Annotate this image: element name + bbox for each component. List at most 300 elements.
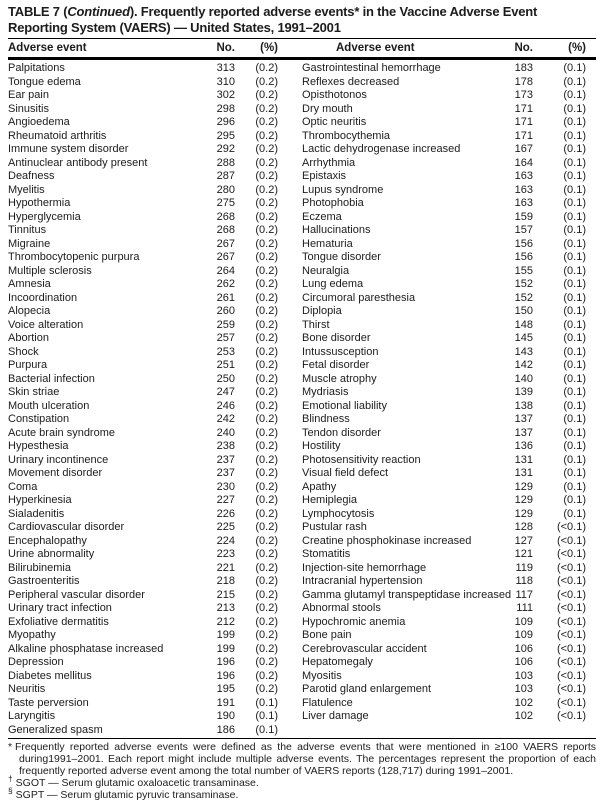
adverse-event-cell: Photosensitivity reaction — [302, 453, 421, 466]
percent-cell: (0.1) — [563, 129, 586, 142]
footnote-sgpt — [8, 785, 596, 801]
percent-cell: (0.2) — [255, 386, 278, 398]
count-cell: 129 — [514, 507, 533, 520]
percent-cell: (0.1) — [563, 467, 586, 479]
column-gap — [278, 103, 302, 117]
column-gap — [278, 292, 302, 306]
adverse-event-cell: Liver damage — [302, 710, 369, 722]
count-cell: 260 — [216, 305, 235, 317]
count-cell: 259 — [216, 318, 235, 331]
percent-cell: (0.2) — [255, 399, 278, 412]
adverse-event-cell: Lactic dehydrogenase increased — [302, 143, 461, 155]
count-cell: 251 — [216, 359, 235, 371]
adverse-event-cell: Bone pain — [302, 629, 352, 641]
column-gap — [278, 521, 302, 535]
column-gap — [278, 265, 302, 279]
title-continued: Continued — [67, 4, 130, 19]
count-cell: 288 — [216, 156, 235, 169]
count-cell: 145 — [514, 332, 533, 344]
adverse-event-cell: Sialadenitis — [8, 507, 65, 520]
adverse-event-cell: Movement disorder — [8, 467, 103, 479]
adverse-event-cell: Sinusitis — [8, 102, 49, 115]
count-cell: 137 — [514, 413, 533, 425]
table-row — [8, 589, 586, 603]
count-cell: 242 — [216, 413, 235, 425]
table-row — [8, 724, 586, 738]
column-gap — [278, 211, 302, 225]
column-gap — [278, 562, 302, 576]
adverse-event-cell: Laryngitis — [8, 710, 56, 722]
count-cell: 150 — [514, 305, 533, 317]
adverse-event-cell: Injection-site hemorrhage — [302, 561, 427, 574]
adverse-event-cell: Alopecia — [8, 305, 51, 317]
percent-cell: (0.2) — [255, 143, 278, 155]
table-row — [8, 562, 586, 576]
footnote-sgpt-text: SGPT — Serum glutamic pyruvic transaminase. — [15, 789, 239, 801]
footnote-definition-text: Frequently reported adverse events were defined as the adverse events that were mentioned in ≥100 VAERS reports during1991–2001. Each report might include multiple adverse events. The percentages represent the proportion of each frequently reported adverse event among the total number of VAERS reports (128,717) during 1991–2001. — [15, 741, 596, 777]
count-cell: 246 — [216, 399, 235, 412]
percent-cell: (0.1) — [563, 480, 586, 493]
percent-cell: (0.2) — [255, 224, 278, 236]
header-rule — [8, 57, 596, 60]
table-row — [8, 224, 586, 238]
count-cell: 102 — [514, 710, 533, 722]
adverse-event-cell: Urinary incontinence — [8, 453, 109, 466]
table-row — [8, 508, 586, 522]
count-cell: 164 — [514, 156, 533, 169]
percent-cell: (<0.1) — [556, 669, 586, 682]
percent-cell: (<0.1) — [556, 548, 586, 560]
adverse-event-cell: Bilirubinemia — [8, 561, 71, 574]
count-cell: 163 — [514, 183, 533, 196]
count-cell: 225 — [216, 521, 235, 533]
adverse-event-cell: Myelitis — [8, 183, 45, 196]
percent-cell: (0.1) — [563, 197, 586, 209]
table-row — [8, 76, 586, 90]
adverse-event-cell: Flatulence — [302, 696, 353, 709]
count-cell: 196 — [216, 656, 235, 668]
column-gap — [278, 400, 302, 414]
percent-cell: (0.1) — [563, 210, 586, 223]
percent-cell: (0.2) — [255, 210, 278, 223]
table-row — [8, 386, 586, 400]
adverse-event-cell: Angioedema — [8, 116, 70, 128]
percent-cell: (0.1) — [563, 453, 586, 466]
count-cell: 190 — [216, 710, 235, 722]
adverse-event-cell: Dry mouth — [302, 102, 353, 115]
column-header-adverse-event-right: Adverse event — [336, 42, 415, 54]
percent-cell: (0.2) — [255, 642, 278, 655]
count-cell: 109 — [514, 615, 533, 628]
column-gap — [278, 373, 302, 387]
column-gap — [278, 89, 302, 103]
adverse-event-cell: Eczema — [302, 210, 342, 223]
adverse-event-cell: Photophobia — [302, 197, 364, 209]
table-row — [8, 319, 586, 333]
count-cell: 155 — [514, 264, 533, 277]
count-cell: 302 — [216, 89, 235, 101]
table-row — [8, 643, 586, 657]
percent-cell: (<0.1) — [556, 710, 586, 722]
percent-cell: (0.2) — [255, 683, 278, 695]
adverse-event-cell: Diabetes mellitus — [8, 669, 92, 682]
count-cell: 267 — [216, 237, 235, 250]
count-cell: 129 — [514, 480, 533, 493]
count-cell: 106 — [514, 656, 533, 668]
table-row — [8, 683, 586, 697]
percent-cell: (0.2) — [255, 534, 278, 547]
percent-cell: (0.1) — [563, 75, 586, 88]
adverse-event-cell: Purpura — [8, 359, 48, 371]
count-cell: 268 — [216, 224, 235, 236]
table-row — [8, 710, 586, 724]
adverse-event-cell: Epistaxis — [302, 170, 347, 182]
percent-cell: (0.2) — [255, 494, 278, 506]
percent-cell: (0.1) — [563, 494, 586, 506]
percent-cell: (0.2) — [255, 305, 278, 317]
percent-cell: (0.1) — [563, 345, 586, 358]
adverse-event-cell: Muscle atrophy — [302, 372, 377, 385]
adverse-event-cell: Urinary tract infection — [8, 602, 112, 614]
adverse-event-cell: Abnormal stools — [302, 602, 381, 614]
adverse-event-cell: Visual field defect — [302, 467, 389, 479]
column-gap — [278, 386, 302, 400]
percent-cell: (<0.1) — [556, 575, 586, 587]
adverse-event-cell: Thrombocytopenic purpura — [8, 251, 140, 263]
percent-cell: (0.2) — [255, 278, 278, 290]
table-row — [8, 305, 586, 319]
count-cell: 139 — [514, 386, 533, 398]
count-cell: 257 — [216, 332, 235, 344]
count-cell: 152 — [514, 291, 533, 304]
table-row — [8, 602, 586, 616]
table-row — [8, 197, 586, 211]
count-cell: 224 — [216, 534, 235, 547]
footnote-definition — [8, 741, 596, 777]
count-cell: 142 — [514, 359, 533, 371]
column-gap — [278, 535, 302, 549]
percent-cell: (0.1) — [563, 426, 586, 439]
adverse-event-cell: Thrombocythemia — [302, 129, 391, 142]
table-row — [8, 103, 586, 117]
percent-cell: (0.1) — [563, 251, 586, 263]
percent-cell: (0.1) — [563, 170, 586, 182]
percent-cell: (0.1) — [563, 291, 586, 304]
table-row — [8, 62, 586, 76]
adverse-event-cell: Tongue edema — [8, 75, 81, 88]
adverse-event-cell: Multiple sclerosis — [8, 264, 92, 277]
adverse-event-cell: Exfoliative dermatitis — [8, 615, 109, 628]
table-row — [8, 494, 586, 508]
column-gap — [278, 251, 302, 265]
percent-cell: (0.2) — [255, 575, 278, 587]
footer-rule — [8, 738, 596, 739]
adverse-event-cell: Mouth ulceration — [8, 399, 90, 412]
adverse-event-cell: Palpitations — [8, 62, 65, 74]
count-cell: 111 — [516, 602, 533, 614]
adverse-event-cell — [302, 724, 492, 738]
count-cell: 195 — [216, 683, 235, 695]
column-header-no-right: No. — [514, 42, 533, 54]
adverse-event-cell: Hepatomegaly — [302, 656, 373, 668]
percent-cell: (0.2) — [255, 62, 278, 74]
percent-cell: (0.1) — [563, 116, 586, 128]
column-header-pct-left: (%) — [260, 42, 278, 54]
adverse-event-cell: Intracranial hypertension — [302, 575, 423, 587]
adverse-event-cell: Cerebrovascular accident — [302, 642, 427, 655]
table-row — [8, 670, 586, 684]
table-row — [8, 400, 586, 414]
percent-cell: (0.2) — [255, 467, 278, 479]
percent-cell: (0.2) — [255, 372, 278, 385]
table-body — [8, 62, 596, 737]
count-cell: 240 — [216, 426, 235, 439]
count-cell: 102 — [514, 696, 533, 709]
adverse-event-cell: Skin striae — [8, 386, 60, 398]
column-gap — [278, 413, 302, 427]
adverse-event-cell: Abortion — [8, 332, 49, 344]
count-cell: 173 — [514, 89, 533, 101]
percent-cell: (0.2) — [255, 548, 278, 560]
count-cell: 152 — [514, 278, 533, 290]
count-cell: 296 — [216, 116, 235, 128]
adverse-event-cell: Optic neuritis — [302, 116, 367, 128]
percent-cell: (0.2) — [255, 507, 278, 520]
column-gap — [278, 130, 302, 144]
table-row — [8, 629, 586, 643]
percent-cell: (0.1) — [563, 372, 586, 385]
percent-cell: (<0.1) — [556, 696, 586, 709]
adverse-event-cell: Diplopia — [302, 305, 342, 317]
percent-cell: (0.2) — [255, 345, 278, 358]
percent-cell: (0.1) — [563, 332, 586, 344]
adverse-event-cell: Lupus syndrome — [302, 183, 384, 196]
adverse-event-cell: Voice alteration — [8, 318, 84, 331]
table-row — [8, 548, 586, 562]
count-cell: 156 — [514, 237, 533, 250]
column-gap — [278, 440, 302, 454]
column-gap — [278, 454, 302, 468]
adverse-event-cell: Gamma glutamyl transpeptidase increased — [302, 588, 512, 601]
count-cell: 212 — [216, 615, 235, 628]
percent-cell: (0.1) — [563, 224, 586, 236]
column-gap — [278, 548, 302, 562]
table-row — [8, 278, 586, 292]
table-row — [8, 89, 586, 103]
percent-cell: (<0.1) — [556, 534, 586, 547]
count-cell: 292 — [216, 143, 235, 155]
count-cell: 196 — [216, 669, 235, 682]
adverse-event-cell: Neuralgia — [302, 264, 350, 277]
count-cell: 136 — [514, 440, 533, 452]
adverse-event-cell: Shock — [8, 345, 39, 358]
percent-cell: (0.1) — [563, 507, 586, 520]
count-cell — [492, 724, 533, 738]
percent-cell: (0.2) — [255, 669, 278, 682]
column-gap — [278, 332, 302, 346]
percent-cell: (0.2) — [255, 656, 278, 668]
percent-cell: (0.1) — [563, 413, 586, 425]
adverse-event-cell: Ear pain — [8, 89, 49, 101]
percent-cell: (<0.1) — [556, 561, 586, 574]
percent-cell: (<0.1) — [556, 656, 586, 668]
percent-cell: (0.2) — [255, 156, 278, 169]
count-cell: 287 — [216, 170, 235, 182]
count-cell: 221 — [216, 561, 235, 574]
count-cell: 237 — [216, 453, 235, 466]
percent-cell: (0.2) — [255, 102, 278, 115]
column-gap — [278, 710, 302, 724]
footnote-marker-dagger: † — [8, 773, 13, 784]
count-cell: 163 — [514, 197, 533, 209]
count-cell: 230 — [216, 480, 235, 493]
percent-cell: (0.2) — [255, 453, 278, 466]
table-row — [8, 265, 586, 279]
column-gap — [278, 643, 302, 657]
adverse-event-cell: Hypochromic anemia — [302, 615, 406, 628]
adverse-event-cell: Hyperglycemia — [8, 210, 81, 223]
column-gap — [278, 197, 302, 211]
adverse-event-cell: Hypothermia — [8, 197, 71, 209]
count-cell: 261 — [216, 291, 235, 304]
percent-cell: (0.1) — [563, 305, 586, 317]
table-row — [8, 130, 586, 144]
percent-cell: (0.1) — [563, 318, 586, 331]
count-cell: 103 — [514, 683, 533, 695]
adverse-event-cell: Apathy — [302, 480, 337, 493]
column-gap — [278, 238, 302, 252]
percent-cell: (0.2) — [255, 291, 278, 304]
count-cell: 280 — [216, 183, 235, 196]
adverse-event-cell: Alkaline phosphatase increased — [8, 642, 164, 655]
table-row — [8, 535, 586, 549]
count-cell: 159 — [514, 210, 533, 223]
percent-cell: (0.1) — [563, 237, 586, 250]
percent-cell: (0.2) — [255, 629, 278, 641]
table-row — [8, 184, 586, 198]
count-cell: 127 — [514, 534, 533, 547]
table-row — [8, 575, 586, 589]
column-header-pct-right: (%) — [568, 42, 586, 54]
adverse-event-cell: Coma — [8, 480, 38, 493]
adverse-event-cell: Hematuria — [302, 237, 353, 250]
table-row — [8, 157, 586, 171]
count-cell: 117 — [515, 588, 533, 601]
column-gap — [278, 575, 302, 589]
count-cell: 183 — [514, 62, 533, 74]
count-cell: 226 — [216, 507, 235, 520]
adverse-event-cell: Hypesthesia — [8, 440, 69, 452]
percent-cell: (<0.1) — [556, 521, 586, 533]
column-gap — [278, 494, 302, 508]
table-row — [8, 251, 586, 265]
table-row — [8, 359, 586, 373]
percent-cell: (<0.1) — [556, 588, 586, 601]
footnote-sgot-text: SGOT — Serum glutamic oxaloacetic transaminase. — [15, 777, 259, 789]
percent-cell: (0.2) — [255, 251, 278, 263]
count-cell: 250 — [216, 372, 235, 385]
percent-cell: (0.2) — [255, 413, 278, 425]
percent-cell: (<0.1) — [556, 683, 586, 695]
adverse-event-cell: Amnesia — [8, 278, 51, 290]
adverse-event-cell: Creatine phosphokinase increased — [302, 534, 472, 547]
column-gap — [278, 724, 302, 738]
column-header-adverse-event-left: Adverse event — [8, 42, 87, 54]
count-cell: 143 — [514, 345, 533, 358]
adverse-event-cell: Intussusception — [302, 345, 379, 358]
table-row — [8, 332, 586, 346]
adverse-event-cell: Encephalopathy — [8, 534, 87, 547]
table-row — [8, 481, 586, 495]
count-cell: 129 — [514, 494, 533, 506]
table-row — [8, 346, 586, 360]
adverse-event-cell: Tinnitus — [8, 224, 47, 236]
column-gap — [278, 278, 302, 292]
table-row — [8, 616, 586, 630]
count-cell: 138 — [514, 399, 533, 412]
adverse-event-cell: Emotional liability — [302, 399, 387, 412]
adverse-event-cell: Acute brain syndrome — [8, 426, 115, 439]
count-cell: 213 — [216, 602, 235, 614]
adverse-event-cell: Myopathy — [8, 629, 56, 641]
column-gap — [278, 602, 302, 616]
column-gap — [278, 62, 302, 76]
count-cell: 264 — [216, 264, 235, 277]
adverse-event-cell: Migraine — [8, 237, 51, 250]
adverse-event-cell: Gastrointestinal hemorrhage — [302, 62, 441, 74]
column-gap — [278, 467, 302, 481]
footnote-marker-asterisk: * — [8, 741, 13, 753]
table-row — [8, 467, 586, 481]
column-gap — [278, 116, 302, 130]
count-cell: 215 — [216, 588, 235, 601]
count-cell: 148 — [514, 318, 533, 331]
adverse-event-cell: Incoordination — [8, 291, 78, 304]
adverse-event-cell: Bacterial infection — [8, 372, 95, 385]
column-gap — [278, 346, 302, 360]
percent-cell: (0.2) — [255, 332, 278, 344]
adverse-event-cell: Gastroenteritis — [8, 575, 80, 587]
adverse-event-cell: Opisthotonos — [302, 89, 367, 101]
percent-cell: (0.1) — [563, 359, 586, 371]
count-cell: 109 — [514, 629, 533, 641]
percent-cell: (0.1) — [255, 696, 278, 709]
percent-cell: (0.2) — [255, 197, 278, 209]
percent-cell: (0.1) — [563, 89, 586, 101]
column-gap — [278, 224, 302, 238]
percent-cell: (0.2) — [255, 264, 278, 277]
table-row — [8, 373, 586, 387]
percent-cell: (0.2) — [255, 183, 278, 196]
column-gap — [278, 683, 302, 697]
adverse-event-cell: Fetal disorder — [302, 359, 370, 371]
count-cell: 218 — [216, 575, 235, 587]
percent-cell: (<0.1) — [556, 629, 586, 641]
count-cell: 106 — [514, 642, 533, 655]
count-cell: 157 — [514, 224, 533, 236]
adverse-event-cell: Hemiplegia — [302, 494, 358, 506]
count-cell: 137 — [514, 426, 533, 439]
table-row — [8, 697, 586, 711]
count-cell: 167 — [514, 143, 533, 155]
count-cell: 199 — [216, 642, 235, 655]
adverse-event-cell: Immune system disorder — [8, 143, 129, 155]
percent-cell: (0.2) — [255, 237, 278, 250]
column-gap — [278, 589, 302, 603]
adverse-event-cell: Depression — [8, 656, 64, 668]
column-gap — [278, 508, 302, 522]
adverse-event-cell: Rheumatoid arthritis — [8, 129, 107, 142]
